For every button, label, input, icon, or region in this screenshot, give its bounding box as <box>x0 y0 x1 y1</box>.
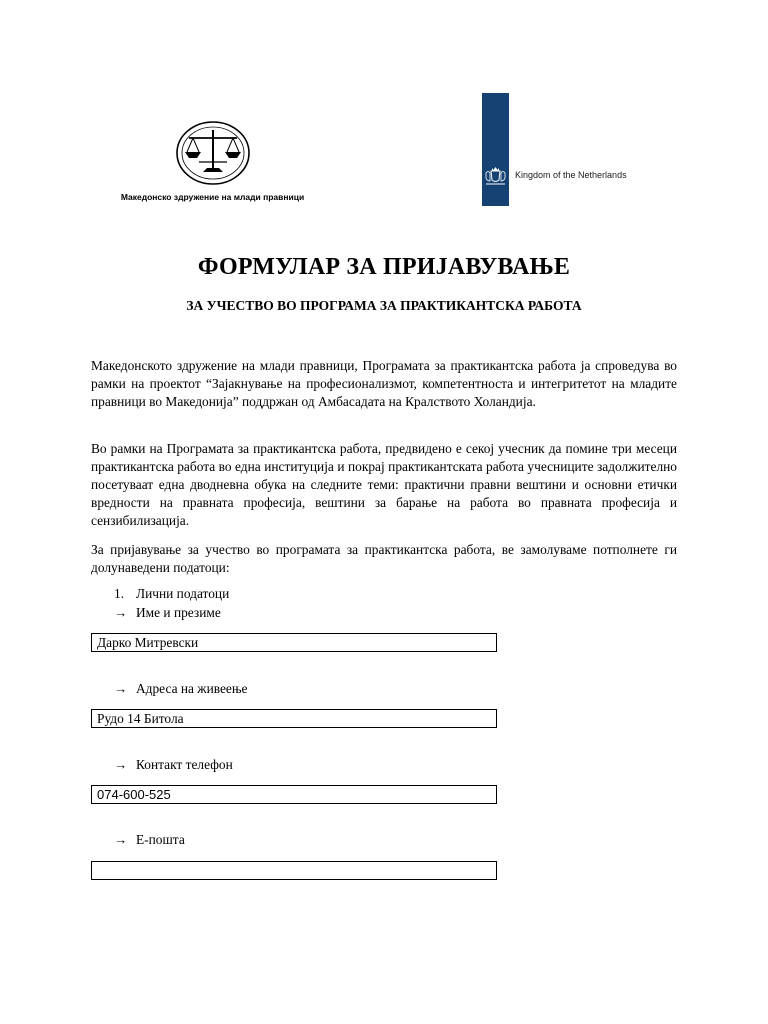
full-name-field[interactable]: Дарко Митревски <box>91 633 497 652</box>
section-heading <box>114 585 229 603</box>
logo-band <box>482 93 509 206</box>
arrow-right-icon: → <box>114 832 128 847</box>
field-label-phone: → Контакт телефон <box>114 757 233 772</box>
instructions-paragraph: За пријавување за учество во програмата за практикантска работа, ве замолуваме потполнете ги долунаведени податоци: <box>91 542 677 575</box>
phone-field[interactable]: 074-600-525 <box>91 785 497 804</box>
scales-of-justice-icon <box>175 120 251 186</box>
association-logo <box>105 118 320 208</box>
field-label-email: → Е-пошта <box>114 832 185 847</box>
field-label-full-name: → Име и презиме <box>114 605 221 620</box>
section-title: Лични податоци <box>136 586 230 601</box>
arrow-right-icon: → <box>114 757 128 772</box>
kingdom-name: Kingdom of the Netherlands <box>515 170 627 180</box>
arrow-right-icon: → <box>114 681 128 696</box>
address-field[interactable]: Рудо 14 Битола <box>91 709 497 728</box>
field-label-address: → Адреса на живеење <box>114 681 248 696</box>
section-number: 1. <box>114 586 125 601</box>
page-subtitle: ЗА УЧЕСТВО ВО ПРОГРАМА ЗА ПРАКТИКАНТСКА РАБОТА <box>186 298 582 313</box>
program-description-paragraph: Во рамки на Програмата за практикантска работа, предвидено е секој учесник да помине три месеци практикантска работа во една институција и покрај практикантската работа учесниците задолжително посетуваат една дводневна обука на следните теми: практични правни вештини и основни етички вредности на правната професија, вештини за барање на работа во правната професија и сензибилизација. <box>91 441 677 528</box>
intro-paragraph: Македонското здружение на млади правници, Програмата за практикантска работа ја спроведува во рамки на проектот “Зајакнување на професионализмот, компетентноста и интегритетот на младите правници во Македонија” поддржан од Амбасадата на Кралството Холандија. <box>91 358 677 409</box>
netherlands-coat-of-arms-icon <box>484 165 507 187</box>
email-field[interactable] <box>91 861 497 880</box>
page-title: ФОРМУЛАР ЗА ПРИЈАВУВАЊЕ <box>197 254 571 280</box>
association-name: Македонско здружение на млади правници <box>120 192 305 202</box>
arrow-right-icon: → <box>114 605 128 620</box>
